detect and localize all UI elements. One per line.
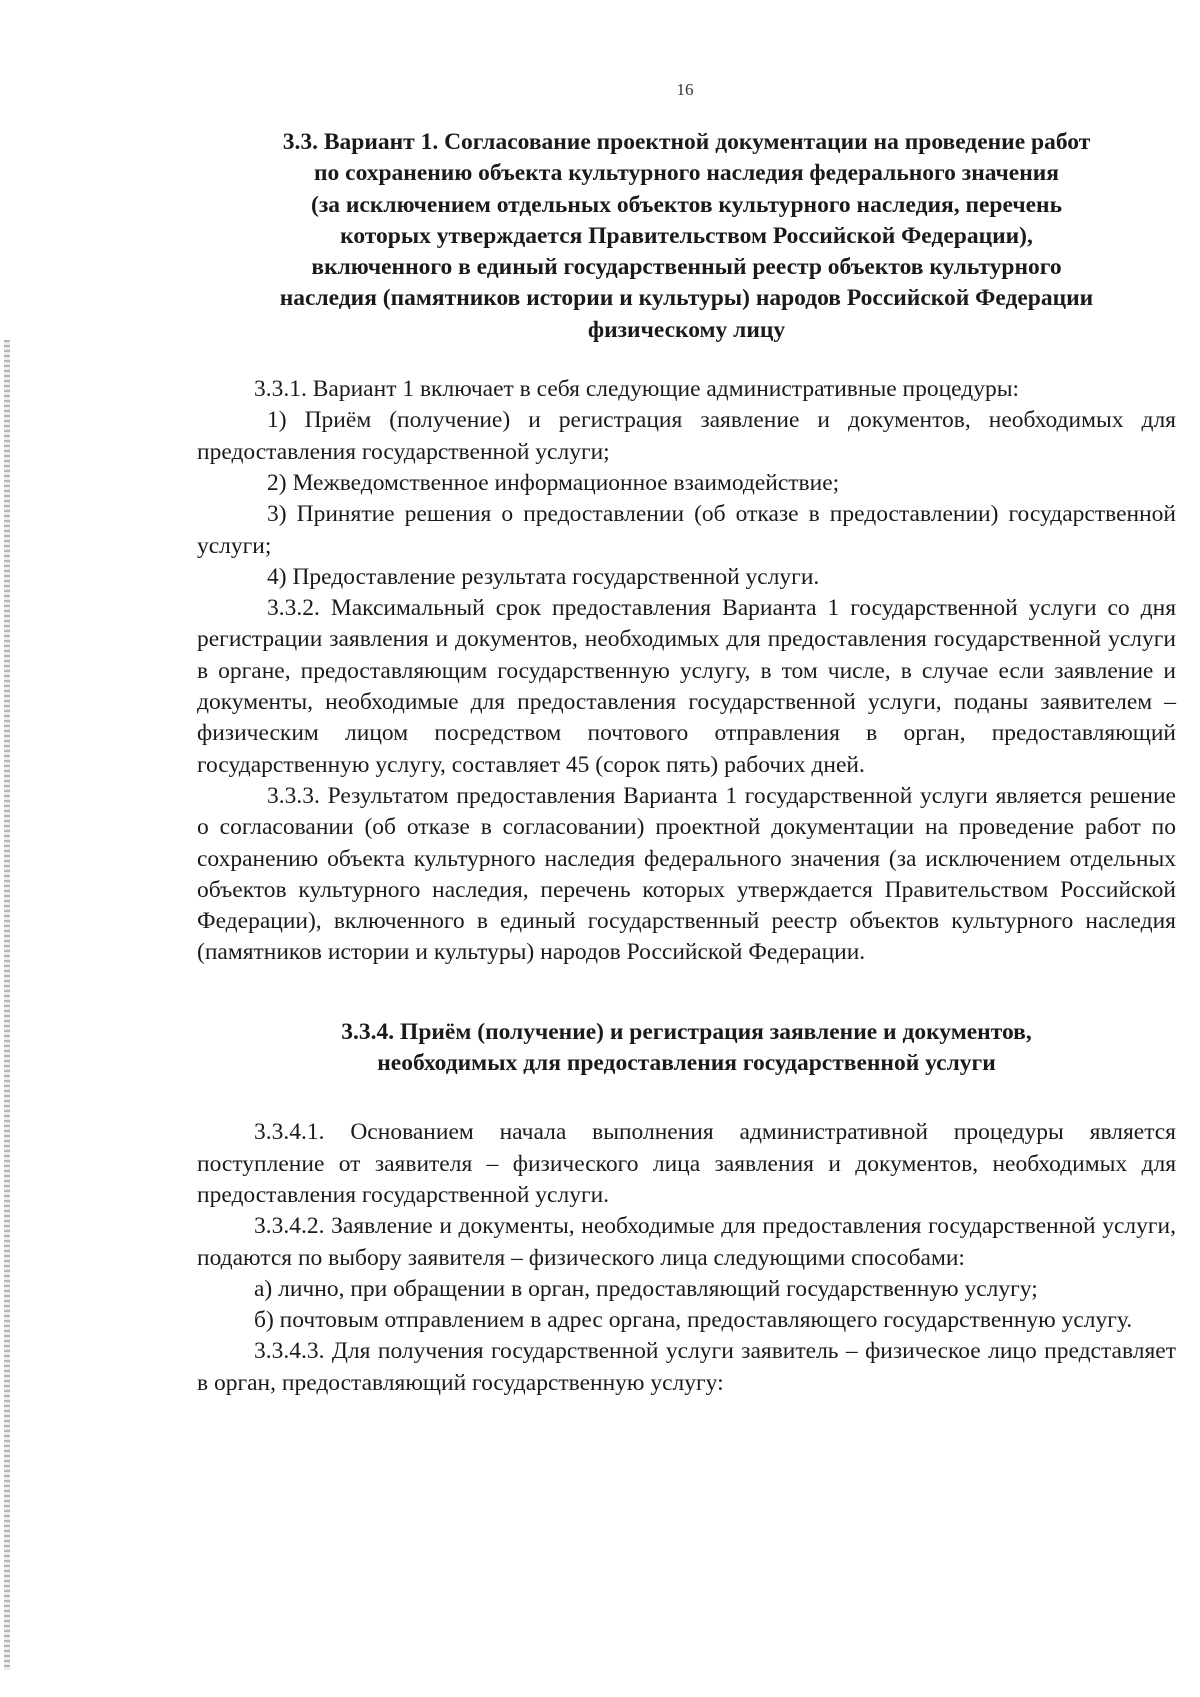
subsection-title [197,1017,1176,1080]
paragraph-3-3-2: 3.3.2. Максимальный срок предоставления Варианта 1 государственной услуги со дня регистрации заявления и документов, необходимых для предоставления государственной услуги в органе, предоставляющим государственную услугу, в том числе, в случае если заявление и документы, необходимые для предоставления государственной услуги, поданы заявителем – физическим лицом посредством почтового отправления в орган, предоставляющий государственную услугу, составляет 45 (сорок пять) рабочих дней. [197,595,1176,778]
scan-edge-artifact [4,340,10,1670]
subsection-title-line: необходимых для предоставления государственной услуги [377,1050,996,1077]
paragraph-3-3-4-3: 3.3.4.3. Для получения государственной услуги заявитель – физическое лицо представляет в орган, предоставляющий государственную услугу: [197,1338,1176,1396]
list-item-method-b: б) почтовым отправлением в адрес органа, предоставляющего государственную услугу. [254,1307,1133,1334]
page-number: 16 [676,80,694,99]
paragraph-3-3-4-2: 3.3.4.2. Заявление и документы, необходимые для предоставления государственной услуги, подаются по выбору заявителя – физического лица следующими способами: [197,1213,1176,1271]
subsection-paragraphs [197,1117,1176,1399]
list-item-method-a: а) лично, при обращении в орган, предоставляющий государственную услугу; [254,1275,1038,1302]
paragraph-3-3-4-1: 3.3.4.1. Основанием начала выполнения административной процедуры является поступление от заявителя – физического лица заявления и документов, необходимых для предоставления государственной услуги. [197,1119,1176,1208]
section-title-line: по сохранению объекта культурного наследия федерального значения [313,160,1060,187]
section-title [197,127,1176,346]
list-item-procedure-1: 1) Приём (получение) и регистрация заявление и документов, необходимых для предоставления государственной услуги; [197,407,1176,465]
paragraph-3-3-1: 3.3.1. Вариант 1 включает в себя следующие административные процедуры: [254,376,1020,403]
section-title-line: включенного в единый государственный реестр объектов культурного [311,254,1062,281]
paragraph-3-3-3: 3.3.3. Результатом предоставления Варианта 1 государственной услуги является решение о согласовании (об отказе в согласовании) проектной документации на проведение работ по сохранению объекта культурного наследия федерального значения (за исключением отдельных объектов культурного наследия, перечень которых утверждается Правительством Российской Федерации), включенного в единый государственный реестр объектов культурного наследия (памятников истории и культуры) народов Российской Федерации. [197,782,1176,966]
section-paragraphs [197,374,1176,969]
section-title-line: 3.3. Вариант 1. Согласование проектной документации на проведение работ [282,129,1091,155]
section-title-line: наследия (памятников истории и культуры) народов Российской Федерации [279,285,1094,312]
subsection-title-line: 3.3.4. Приём (получение) и регистрация заявление и документов, [341,1018,1032,1045]
list-item-procedure-3: 3) Принятие решения о предоставлении (об отказе в предоставлении) государственной услуги; [197,501,1176,559]
document-body [197,127,1176,1399]
section-title-line: которых утверждается Правительством Российской Федерации), [340,222,1033,249]
section-title-line: физическому лицу [587,316,786,343]
list-item-procedure-2: 2) Межведомственное информационное взаимодействие; [267,469,840,496]
list-item-procedure-4: 4) Предоставление результата государственной услуги. [267,563,820,590]
section-title-line: (за исключением отдельных объектов культурного наследия, перечень [311,191,1062,218]
